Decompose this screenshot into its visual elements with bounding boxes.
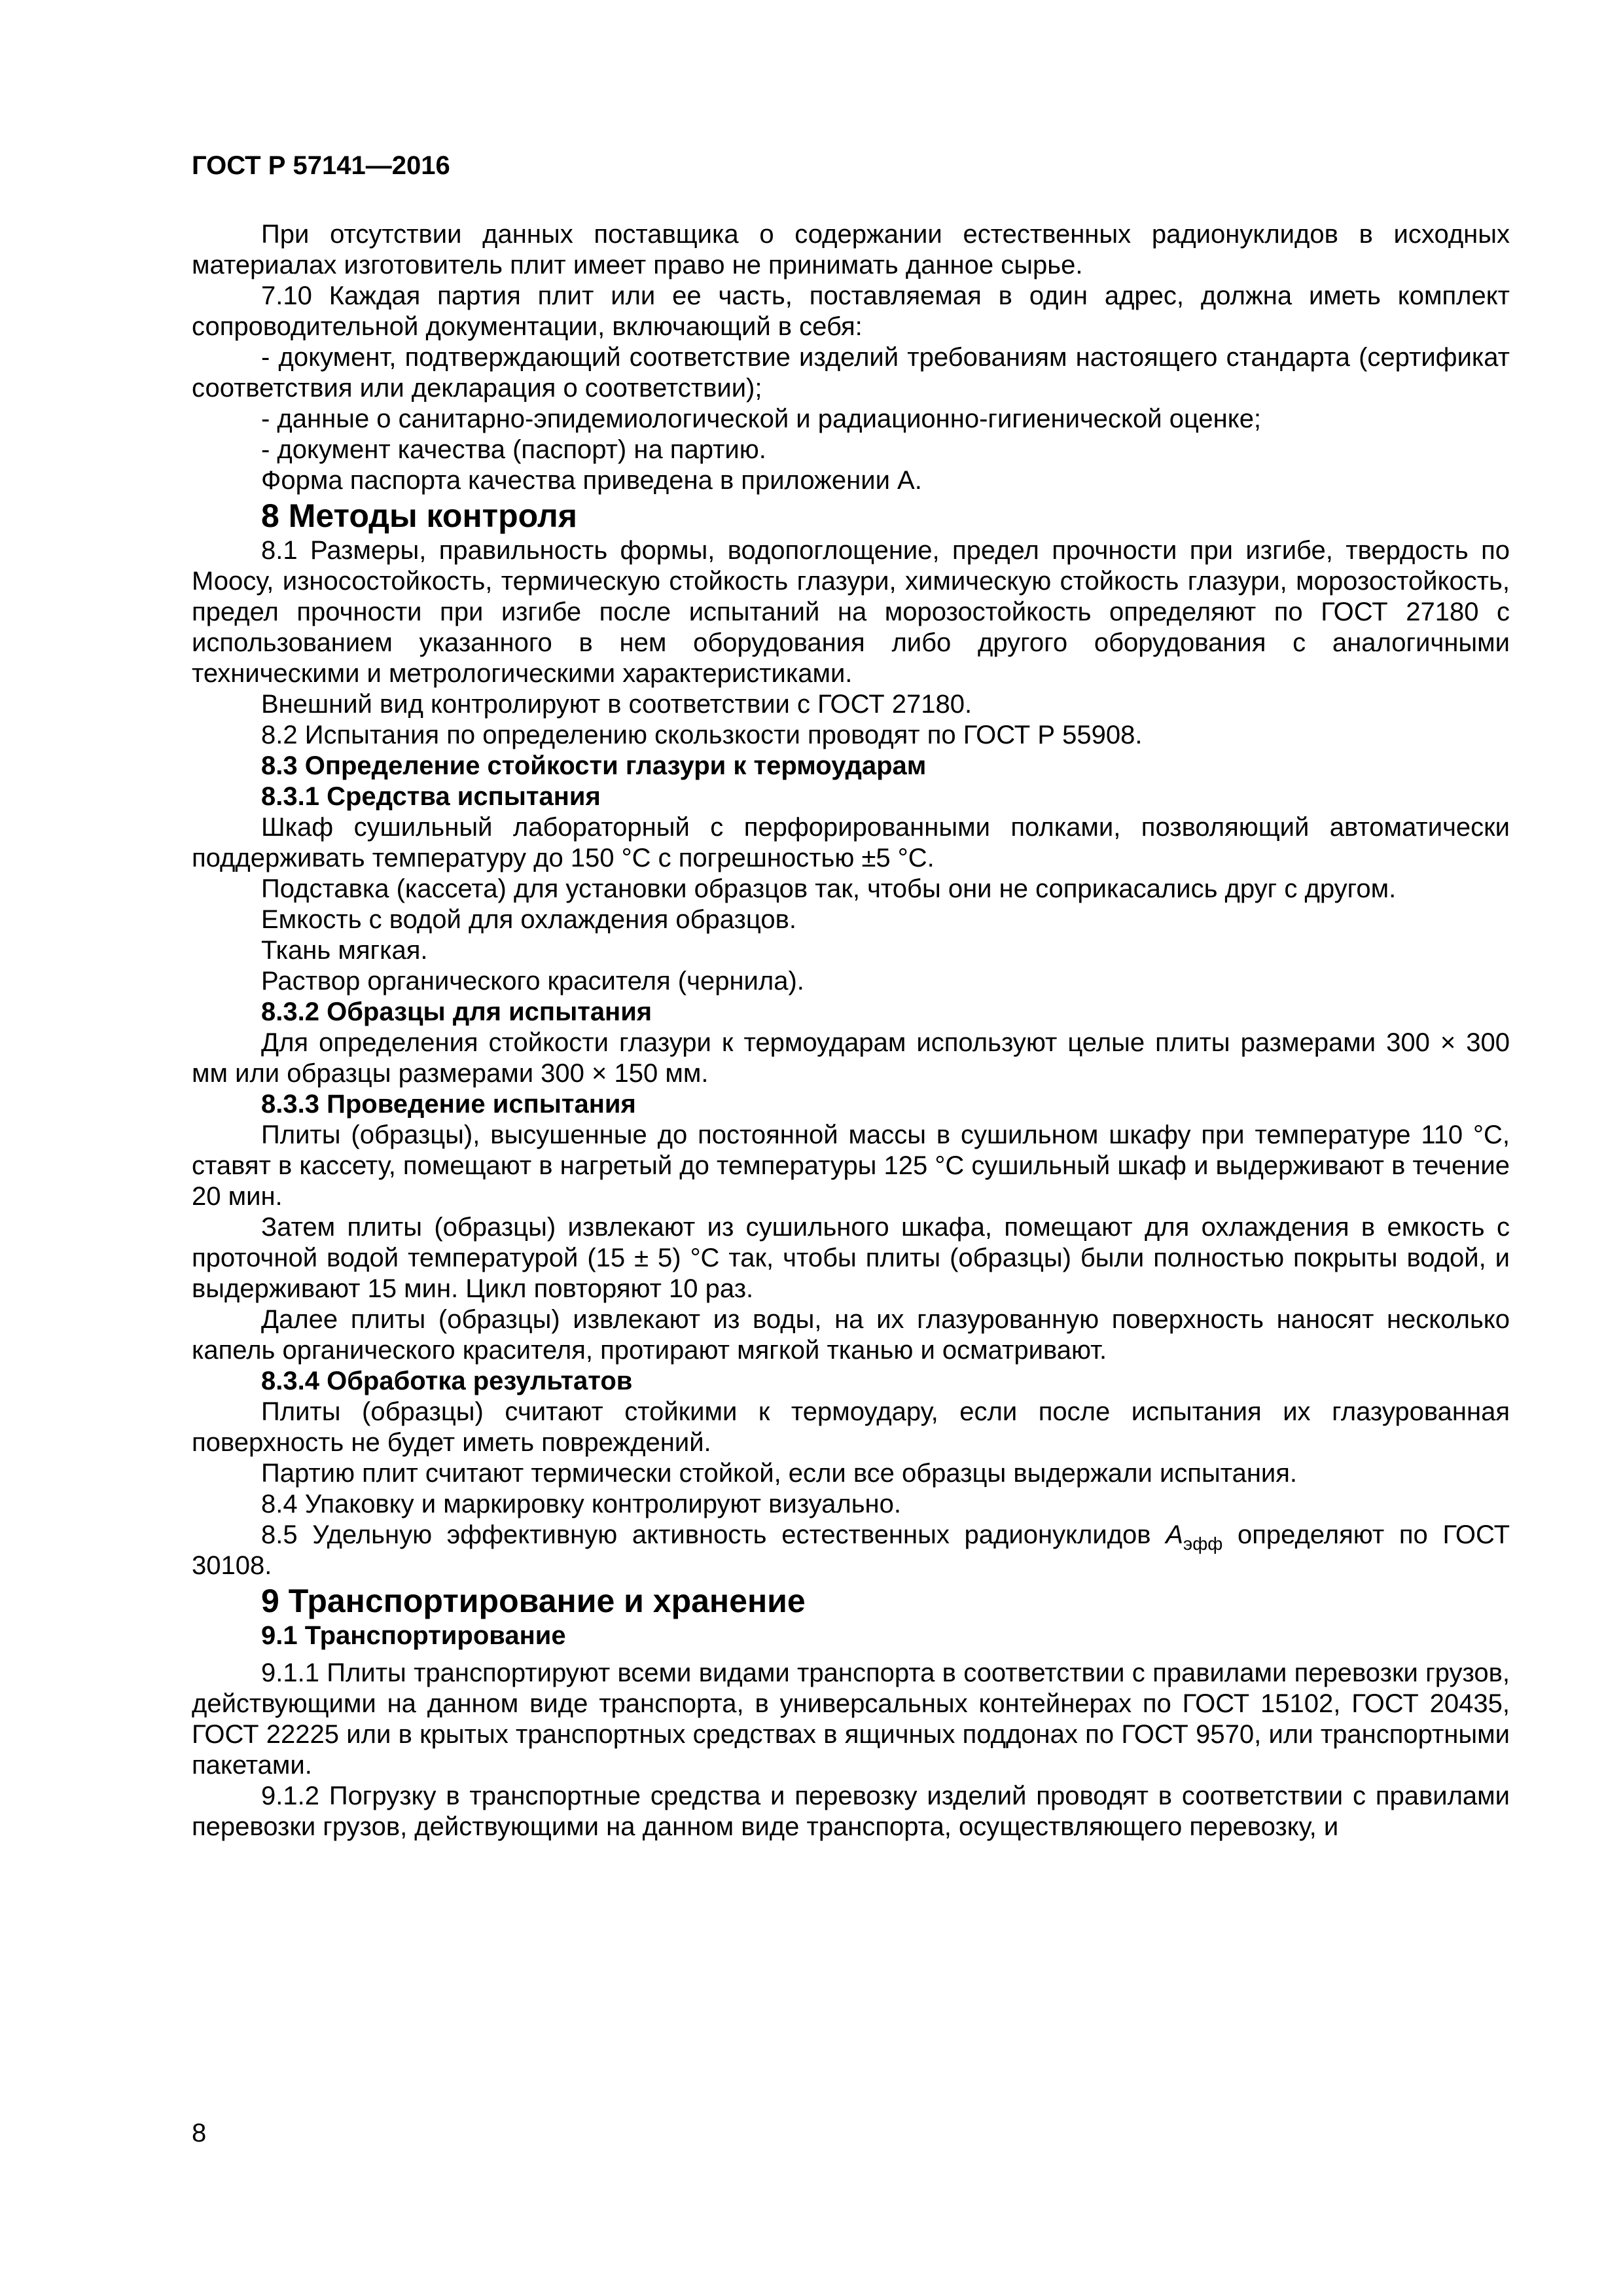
paragraph: Затем плиты (образцы) извлекают из сушильного шкафа, помещают для охлаждения в емкость с проточной водой температурой (15 ± 5) °С так, чтобы плиты (образцы) были полностью покрыты водой, и выдерживают 15 мин. Цикл повторяют 10 раз. xyxy=(192,1213,1510,1303)
paragraph: Ткань мягкая. xyxy=(261,936,428,965)
activity-subscript: эфф xyxy=(1183,1534,1223,1554)
subsection-heading: 8.3.4 Обработка результатов xyxy=(261,1367,633,1395)
subsection-heading: 9.1 Транспортирование xyxy=(261,1621,566,1650)
list-item: - данные о санитарно-эпидемиологической и радиационно-гигиенической оценке; xyxy=(261,404,1262,433)
paragraph: Емкость с водой для охлаждения образцов. xyxy=(261,905,796,934)
list-item: - документ, подтверждающий соответствие изделий требованиям настоящего стандарта (сертификат соответствия или декларация о соответствии); xyxy=(192,343,1510,403)
paragraph: Для определения стойкости глазури к термоударам используют целые плиты размерами 300 × 300 мм или образцы размерами 300 × 150 мм. xyxy=(192,1028,1510,1088)
paragraph: 9.1.1 Плиты транспортируют всеми видами транспорта в соответствии с правилами перевозки грузов, действующими на данном виде транспорта, в универсальных контейнерах по ГОСТ 15102, ГОСТ 20435, ГОСТ 22225 или в крытых транспортных средствах в ящичных поддонах по ГОСТ 9570, или транспортными пакетами. xyxy=(192,1659,1510,1780)
document-header: ГОСТ Р 57141—2016 xyxy=(192,151,450,180)
paragraph: 7.10 Каждая партия плит или ее часть, поставляемая в один адрес, должна иметь комплект сопроводительной документации, включающий в себя: xyxy=(192,281,1510,341)
paragraph: Раствор органического красителя (чернила). xyxy=(261,967,804,996)
subsection-heading: 8.3.1 Средства испытания xyxy=(261,782,601,811)
subsection-heading: 8.3.3 Проведение испытания xyxy=(261,1090,636,1119)
section-heading: 8 Методы контроля xyxy=(261,497,577,534)
paragraph: Далее плиты (образцы) извлекают из воды, на их глазурованную поверхность наносят несколько капель органического красителя, протирают мягкой тканью и осматривают. xyxy=(192,1305,1510,1365)
subsection-heading: 8.3 Определение стойкости глазури к термоударам xyxy=(261,751,927,780)
paragraph: При отсутствии данных поставщика о содержании естественных радионуклидов в исходных материалах изготовитель плит имеет право не принимать данное сырье. xyxy=(192,220,1510,279)
paragraph: 9.1.2 Погрузку в транспортные средства и перевозку изделий проводят в соответствии с правилами перевозки грузов, действующими на данном виде транспорта, осуществляющего перевозку, и xyxy=(192,1782,1510,1841)
document-page xyxy=(192,151,1510,1842)
section-heading: 9 Транспортирование и хранение xyxy=(261,1583,806,1619)
paragraph: Внешний вид контролируют в соответствии с ГОСТ 27180. xyxy=(261,690,972,719)
paragraph xyxy=(192,1520,1510,1581)
list-item: - документ качества (паспорт) на партию. xyxy=(261,435,766,464)
paragraph: 8.2 Испытания по определению скользкости проводят по ГОСТ Р 55908. xyxy=(261,721,1143,749)
activity-symbol: А xyxy=(1166,1520,1183,1549)
paragraph: Плиты (образцы), высушенные до постоянной массы в сушильном шкафу при температуре 110 °С, ставят в кассету, помещают в нагретый до температуры 125 °С сушильный шкаф и выдерживают в течение 20 мин. xyxy=(192,1121,1510,1211)
text-span: определяют по ГОСТ 30108. xyxy=(192,1520,1510,1580)
paragraph: Партию плит считают термически стойкой, если все образцы выдержали испытания. xyxy=(261,1459,1298,1488)
subsection-heading: 8.3.2 Образцы для испытания xyxy=(261,997,652,1026)
paragraph: Форма паспорта качества приведена в приложении А. xyxy=(261,466,922,495)
page-number: 8 xyxy=(192,2119,207,2147)
paragraph: 8.1 Размеры, правильность формы, водопоглощение, предел прочности при изгибе, твердость по Моосу, износостойкость, термическую стойкость глазури, химическую стойкость глазури, морозостойкость, предел прочности при изгибе после испытаний на морозостойкость определяют по ГОСТ 27180 с использованием указанного в нем оборудования либо другого оборудования с аналогичными техническими и метрологическими характеристиками. xyxy=(192,536,1510,688)
text-span: 8.5 Удельную эффективную активность естественных радионуклидов xyxy=(261,1520,1166,1549)
paragraph: Шкаф сушильный лабораторный с перфорированными полками, позволяющий автоматически поддерживать температуру до 150 °С с погрешностью ±5 °С. xyxy=(192,813,1510,872)
paragraph: 8.4 Упаковку и маркировку контролируют визуально. xyxy=(261,1490,902,1518)
paragraph: Плиты (образцы) считают стойкими к термоудару, если после испытания их глазурованная поверхность не будет иметь повреждений. xyxy=(192,1397,1510,1457)
paragraph: Подставка (кассета) для установки образцов так, чтобы они не соприкасались друг с другом. xyxy=(261,874,1397,903)
